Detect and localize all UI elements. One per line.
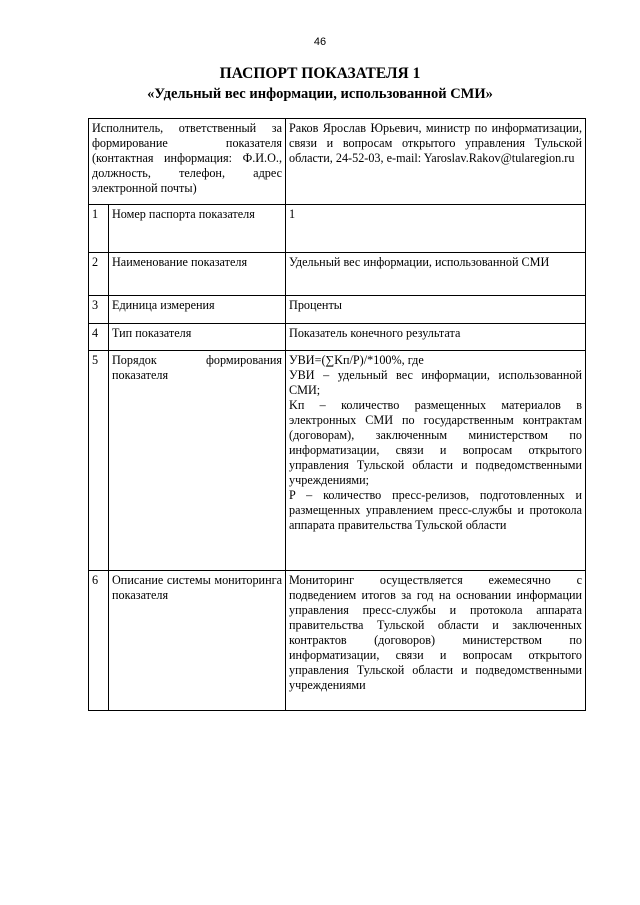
row-label: Описание системы мониторинга показателя — [109, 571, 286, 711]
table-row — [89, 324, 586, 351]
passport-table — [88, 118, 586, 711]
row-value-formula-block — [286, 351, 586, 571]
row-label: Наименование показателя — [109, 253, 286, 296]
row-value: Удельный вес информации, использованной СМИ — [286, 253, 586, 296]
formula-definition-p: P – количество пресс-релизов, подготовленных и размещенных управлением пресс-службы и протокола аппарата правительства Тульской области — [289, 488, 583, 532]
row-number: 4 — [89, 324, 109, 351]
row-value: Показатель конечного результата — [286, 324, 586, 351]
formula-definition-kp: Kп – количество размещенных материалов в электронных СМИ по государственным контрактам (договорам), заключенным министерством по информатизации, связи и вопросам открытого управления Тульской области и подведомственными учреждениями; — [289, 398, 583, 487]
table-row — [89, 205, 586, 253]
document-title — [0, 64, 640, 104]
row-value: Мониторинг осуществляется ежемесячно с подведением итогов за год на основании информации управления пресс-службы и протокола аппарата правительства Тульской области и заключенных контрактов (договоров) министерством по информатизации, связи и вопросам открытого управления Тульской области и подведомственными учреждениями — [286, 571, 586, 711]
executor-label: Исполнитель, ответственный за формирование показателя (контактная информация: Ф.И.О., должность, телефон, адрес электронной почты) — [89, 119, 286, 205]
row-number: 6 — [89, 571, 109, 711]
formula-definition-uvi: УВИ – удельный вес информации, использованной СМИ; — [289, 368, 583, 397]
row-label: Единица измерения — [109, 296, 286, 324]
row-label: Номер паспорта показателя — [109, 205, 286, 253]
row-number: 5 — [89, 351, 109, 571]
row-number: 2 — [89, 253, 109, 296]
row-label: Тип показателя — [109, 324, 286, 351]
row-value: 1 — [286, 205, 586, 253]
row-label: Порядок формирования показателя — [109, 351, 286, 571]
table-row-executor — [89, 119, 586, 205]
row-number: 3 — [89, 296, 109, 324]
title-line-2: «Удельный вес информации, использованной СМИ» — [147, 86, 493, 102]
table-row — [89, 296, 586, 324]
table-row — [89, 571, 586, 711]
title-line-1: ПАСПОРТ ПОКАЗАТЕЛЯ 1 — [219, 65, 421, 82]
page-number: 46 — [313, 36, 327, 48]
table-row — [89, 351, 586, 571]
executor-value: Раков Ярослав Юрьевич, министр по информатизации, связи и вопросам открытого управления Тульской области, 24-52-03, e-mail: Yaroslav.Rakov@tularegion.ru — [286, 119, 586, 205]
row-number: 1 — [89, 205, 109, 253]
table-row — [89, 253, 586, 296]
row-value: Проценты — [286, 296, 586, 324]
formula: УВИ=(∑Kп/P)/*100%, где — [289, 353, 424, 367]
